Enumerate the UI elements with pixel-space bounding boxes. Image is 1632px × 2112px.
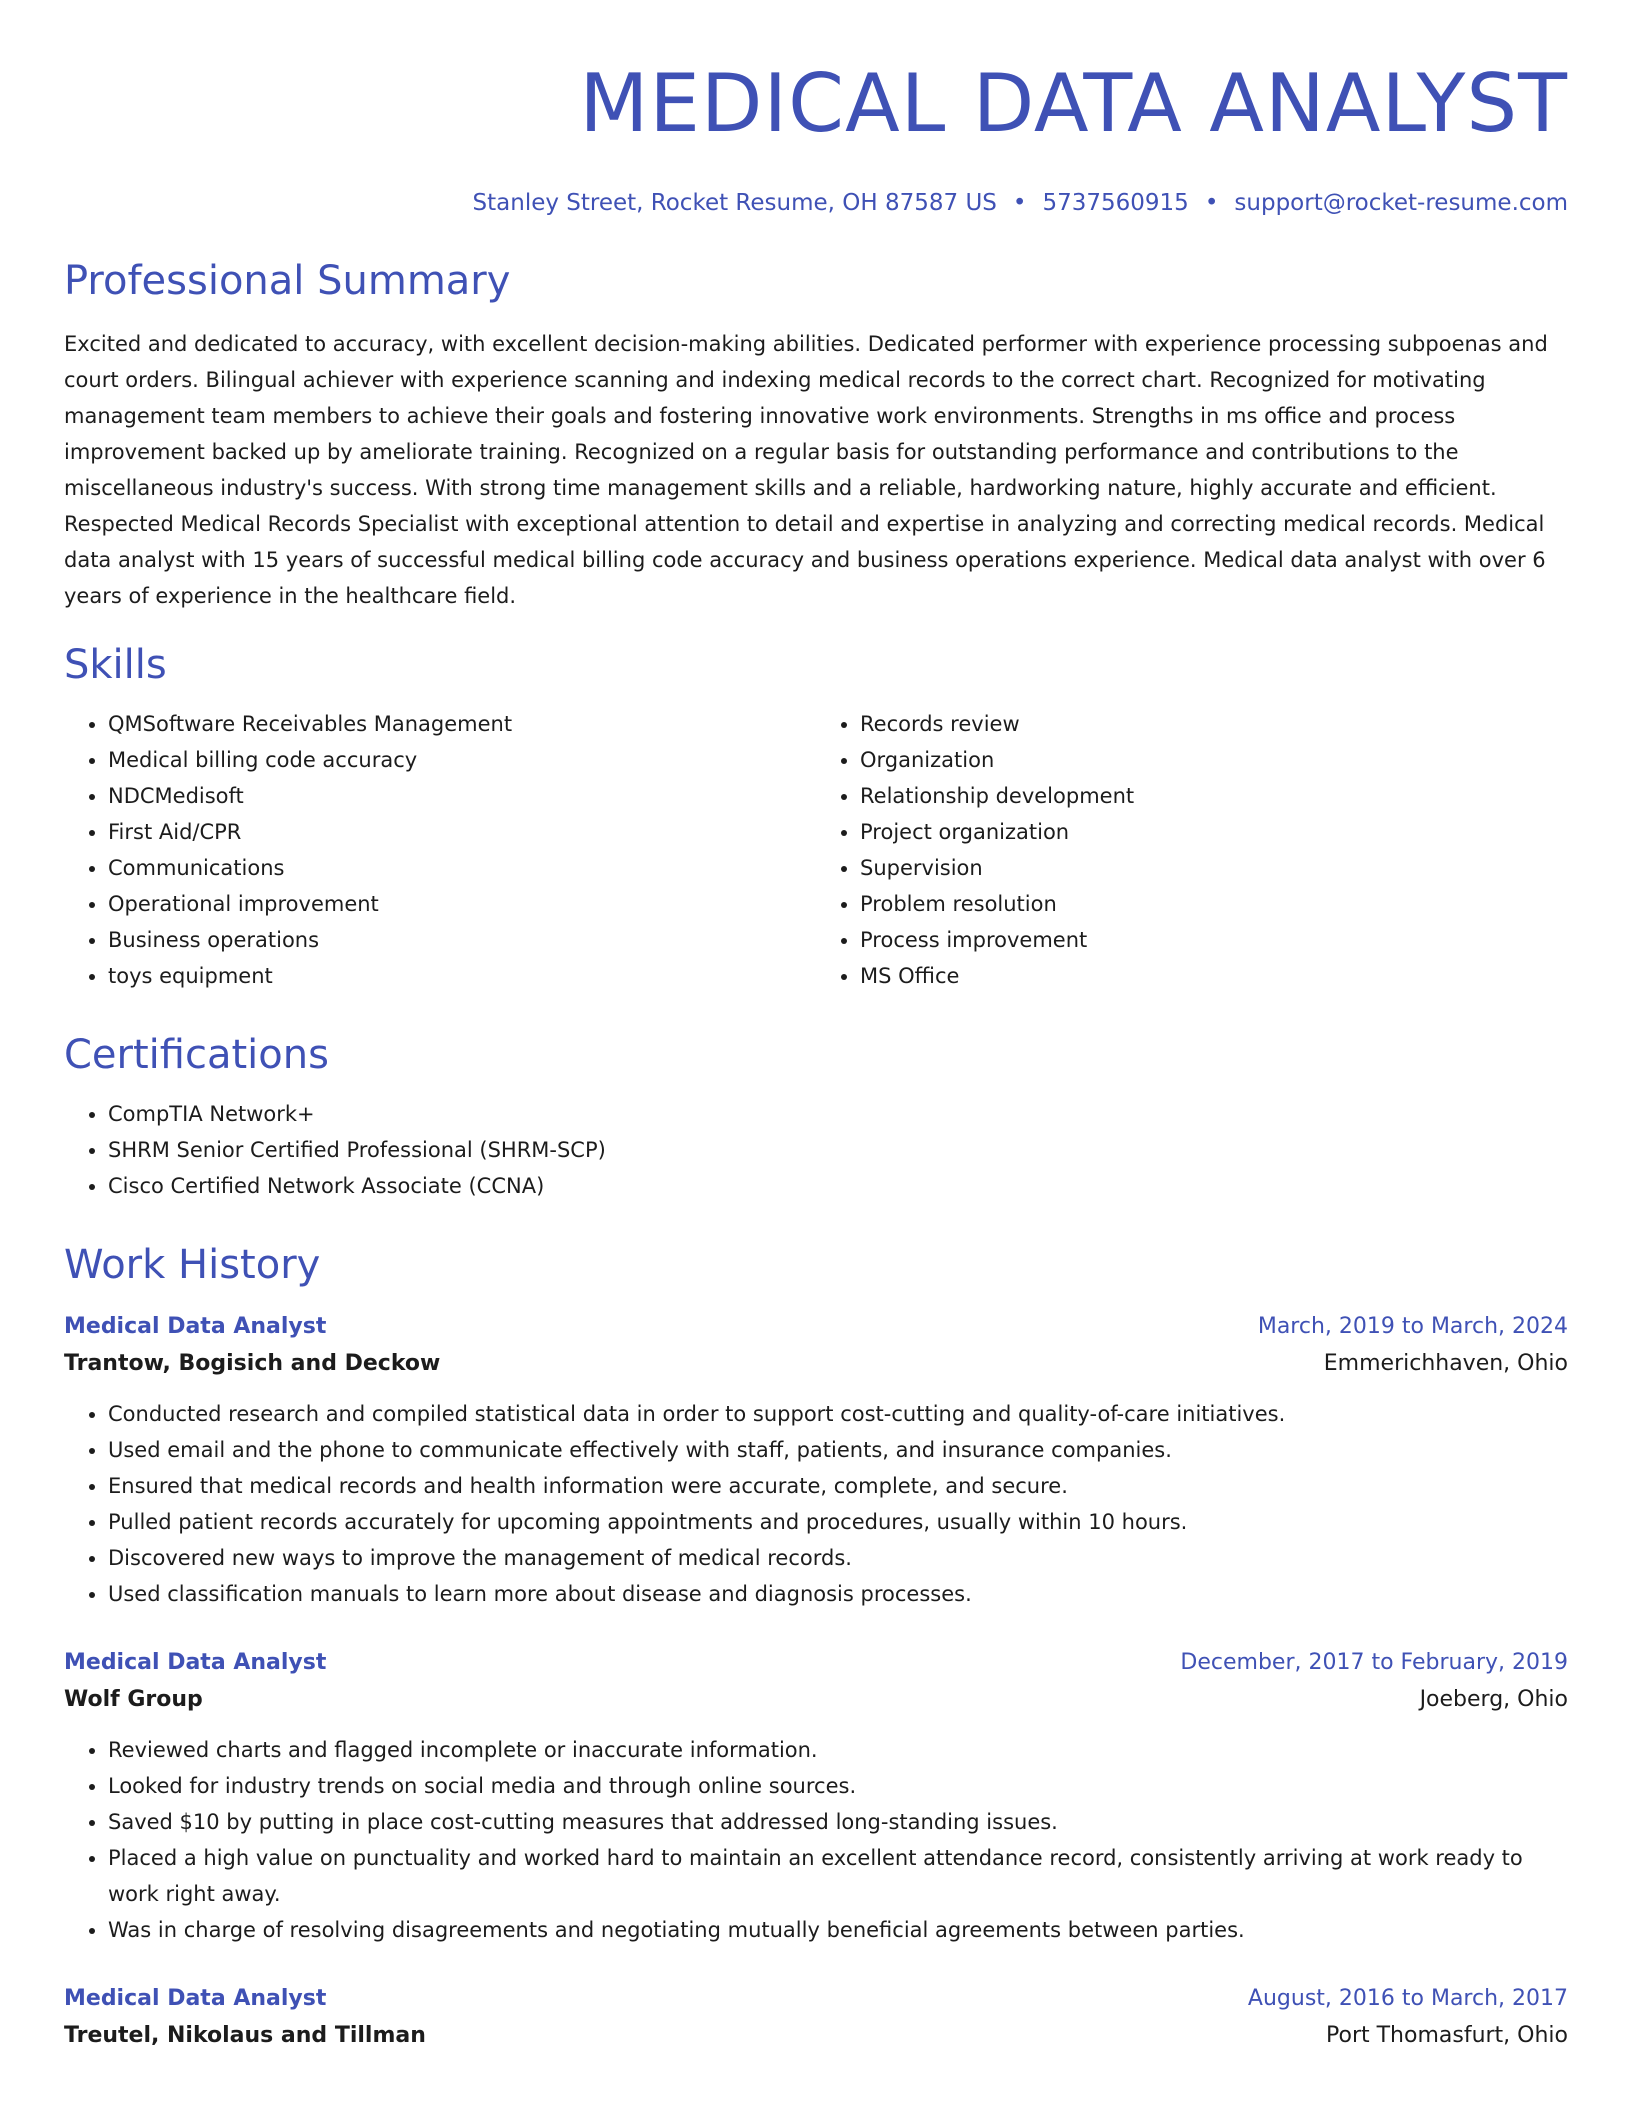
job-header-row: [64, 1310, 1568, 1344]
section-title-certifications: Certifications: [64, 1032, 329, 1078]
contact-email: support@rocket-resume.com: [1234, 190, 1568, 216]
certification-item: • CompTIA Network+: [108, 1096, 1568, 1132]
job-bullet: • Saved $10 by putting in place cost-cutting measures that addressed long-standing issues.: [108, 1804, 1568, 1840]
job-bullet: • Conducted research and compiled statistical data in order to support cost-cutting and quality-of-care initiatives.: [108, 1396, 1568, 1432]
job-entry: [64, 1646, 1568, 1948]
job-title: Medical Data Analyst: [64, 1650, 327, 1675]
skill-item: • Records review: [860, 706, 1568, 742]
job-bullets: [64, 1396, 1568, 1612]
contact-address: Stanley Street, Rocket Resume, OH 87587 US: [472, 190, 997, 216]
section-title-summary: Professional Summary: [64, 258, 511, 304]
job-bullet: • Used email and the phone to communicate effectively with staff, patients, and insurance companies.: [108, 1432, 1568, 1468]
job-bullet: • Pulled patient records accurately for upcoming appointments and procedures, usually within 10 hours.: [108, 1504, 1568, 1540]
skill-item: • Communications: [108, 850, 816, 886]
job-company-row: [64, 1344, 1568, 1384]
job-company: Wolf Group: [64, 1687, 203, 1712]
job-bullet: • Was in charge of resolving disagreements and negotiating mutually beneficial agreements between parties.: [108, 1912, 1568, 1948]
skill-item: • Medical billing code accuracy: [108, 742, 816, 778]
job-dates: August, 2016 to March, 2017: [1247, 1986, 1568, 2011]
skill-item: • toys equipment: [108, 958, 816, 994]
job-location: Emmerichhaven, Ohio: [1323, 1351, 1568, 1376]
job-bullet: • Reviewed charts and flagged incomplete or inaccurate information.: [108, 1732, 1568, 1768]
contact-separator: •: [1012, 190, 1027, 216]
job-bullet: • Placed a high value on punctuality and worked hard to maintain an excellent attendance record, consistently arriving at work ready to work right away.: [108, 1840, 1568, 1912]
certifications-list: [64, 1096, 1568, 1204]
skills-list-right: [816, 706, 1568, 994]
skill-item: • First Aid/CPR: [108, 814, 816, 850]
certification-item: • Cisco Certified Network Associate (CCNA): [108, 1168, 1568, 1204]
job-location: Port Thomasfurt, Ohio: [1326, 2023, 1568, 2048]
job-bullet: • Discovered new ways to improve the management of medical records.: [108, 1540, 1568, 1576]
contact-separator: •: [1204, 190, 1219, 216]
job-bullet: • Ensured that medical records and health information were accurate, complete, and secure.: [108, 1468, 1568, 1504]
skills-list-left: [64, 706, 816, 994]
certification-item: • SHRM Senior Certified Professional (SHRM-SCP): [108, 1132, 1568, 1168]
section-title-work-history: Work History: [64, 1242, 321, 1288]
job-entry: [64, 1310, 1568, 1612]
job-dates: March, 2019 to March, 2024: [1257, 1314, 1568, 1339]
skill-item: • Project organization: [860, 814, 1568, 850]
skill-item: • MS Office: [860, 958, 1568, 994]
job-company: Trantow, Bogisich and Deckow: [64, 1351, 441, 1376]
skill-item: • Problem resolution: [860, 886, 1568, 922]
summary-text: Excited and dedicated to accuracy, with excellent decision-making abilities. Dedicated performer with experience processing subpoenas and court orders. Bilingual achiever with experience scanning and indexing medical records to the correct chart. Recognized for motivating management team members to achieve their goals and fostering innovative work environments. Strengths in ms office and process improvement backed up by ameliorate training. Recognized on a regular basis for outstanding performance and contributions to the miscellaneous industry's success. With strong time management skills and a reliable, hardworking nature, highly accurate and efficient. Respected Medical Records Specialist with exceptional attention to detail and expertise in analyzing and correcting medical records. Medical data analyst with 15 years of successful medical billing code accuracy and business operations experience. Medical data analyst with over 6 years of experience in the healthcare field.: [64, 332, 1548, 608]
skill-item: • Business operations: [108, 922, 816, 958]
job-entry: [64, 1982, 1568, 2056]
skill-item: • Relationship development: [860, 778, 1568, 814]
job-bullets: [64, 1732, 1568, 1948]
job-company: Treutel, Nikolaus and Tillman: [64, 2023, 426, 2048]
job-header-row: [64, 1646, 1568, 1680]
job-title: Medical Data Analyst: [64, 1314, 327, 1339]
skill-item: • Organization: [860, 742, 1568, 778]
skill-item: • Process improvement: [860, 922, 1568, 958]
skill-item: • Operational improvement: [108, 886, 816, 922]
job-dates: December, 2017 to February, 2019: [1180, 1650, 1568, 1675]
job-company-row: [64, 2016, 1568, 2056]
job-location: Joeberg, Ohio: [1419, 1687, 1568, 1712]
contact-phone: 5737560915: [1042, 190, 1189, 216]
job-bullet: • Looked for industry trends on social media and through online sources.: [108, 1768, 1568, 1804]
skill-item: • NDCMedisoft: [108, 778, 816, 814]
skill-item: • QMSoftware Receivables Management: [108, 706, 816, 742]
contact-line: [64, 188, 1568, 218]
section-title-skills: Skills: [64, 642, 167, 688]
job-company-row: [64, 1680, 1568, 1720]
skills-grid: [64, 706, 1568, 994]
skill-item: • Supervision: [860, 850, 1568, 886]
job-bullet: • Used classification manuals to learn more about disease and diagnosis processes.: [108, 1576, 1568, 1612]
job-title: Medical Data Analyst: [64, 1986, 327, 2011]
job-header-row: [64, 1982, 1568, 2016]
resume-title: MEDICAL DATA ANALYST: [579, 57, 1568, 150]
